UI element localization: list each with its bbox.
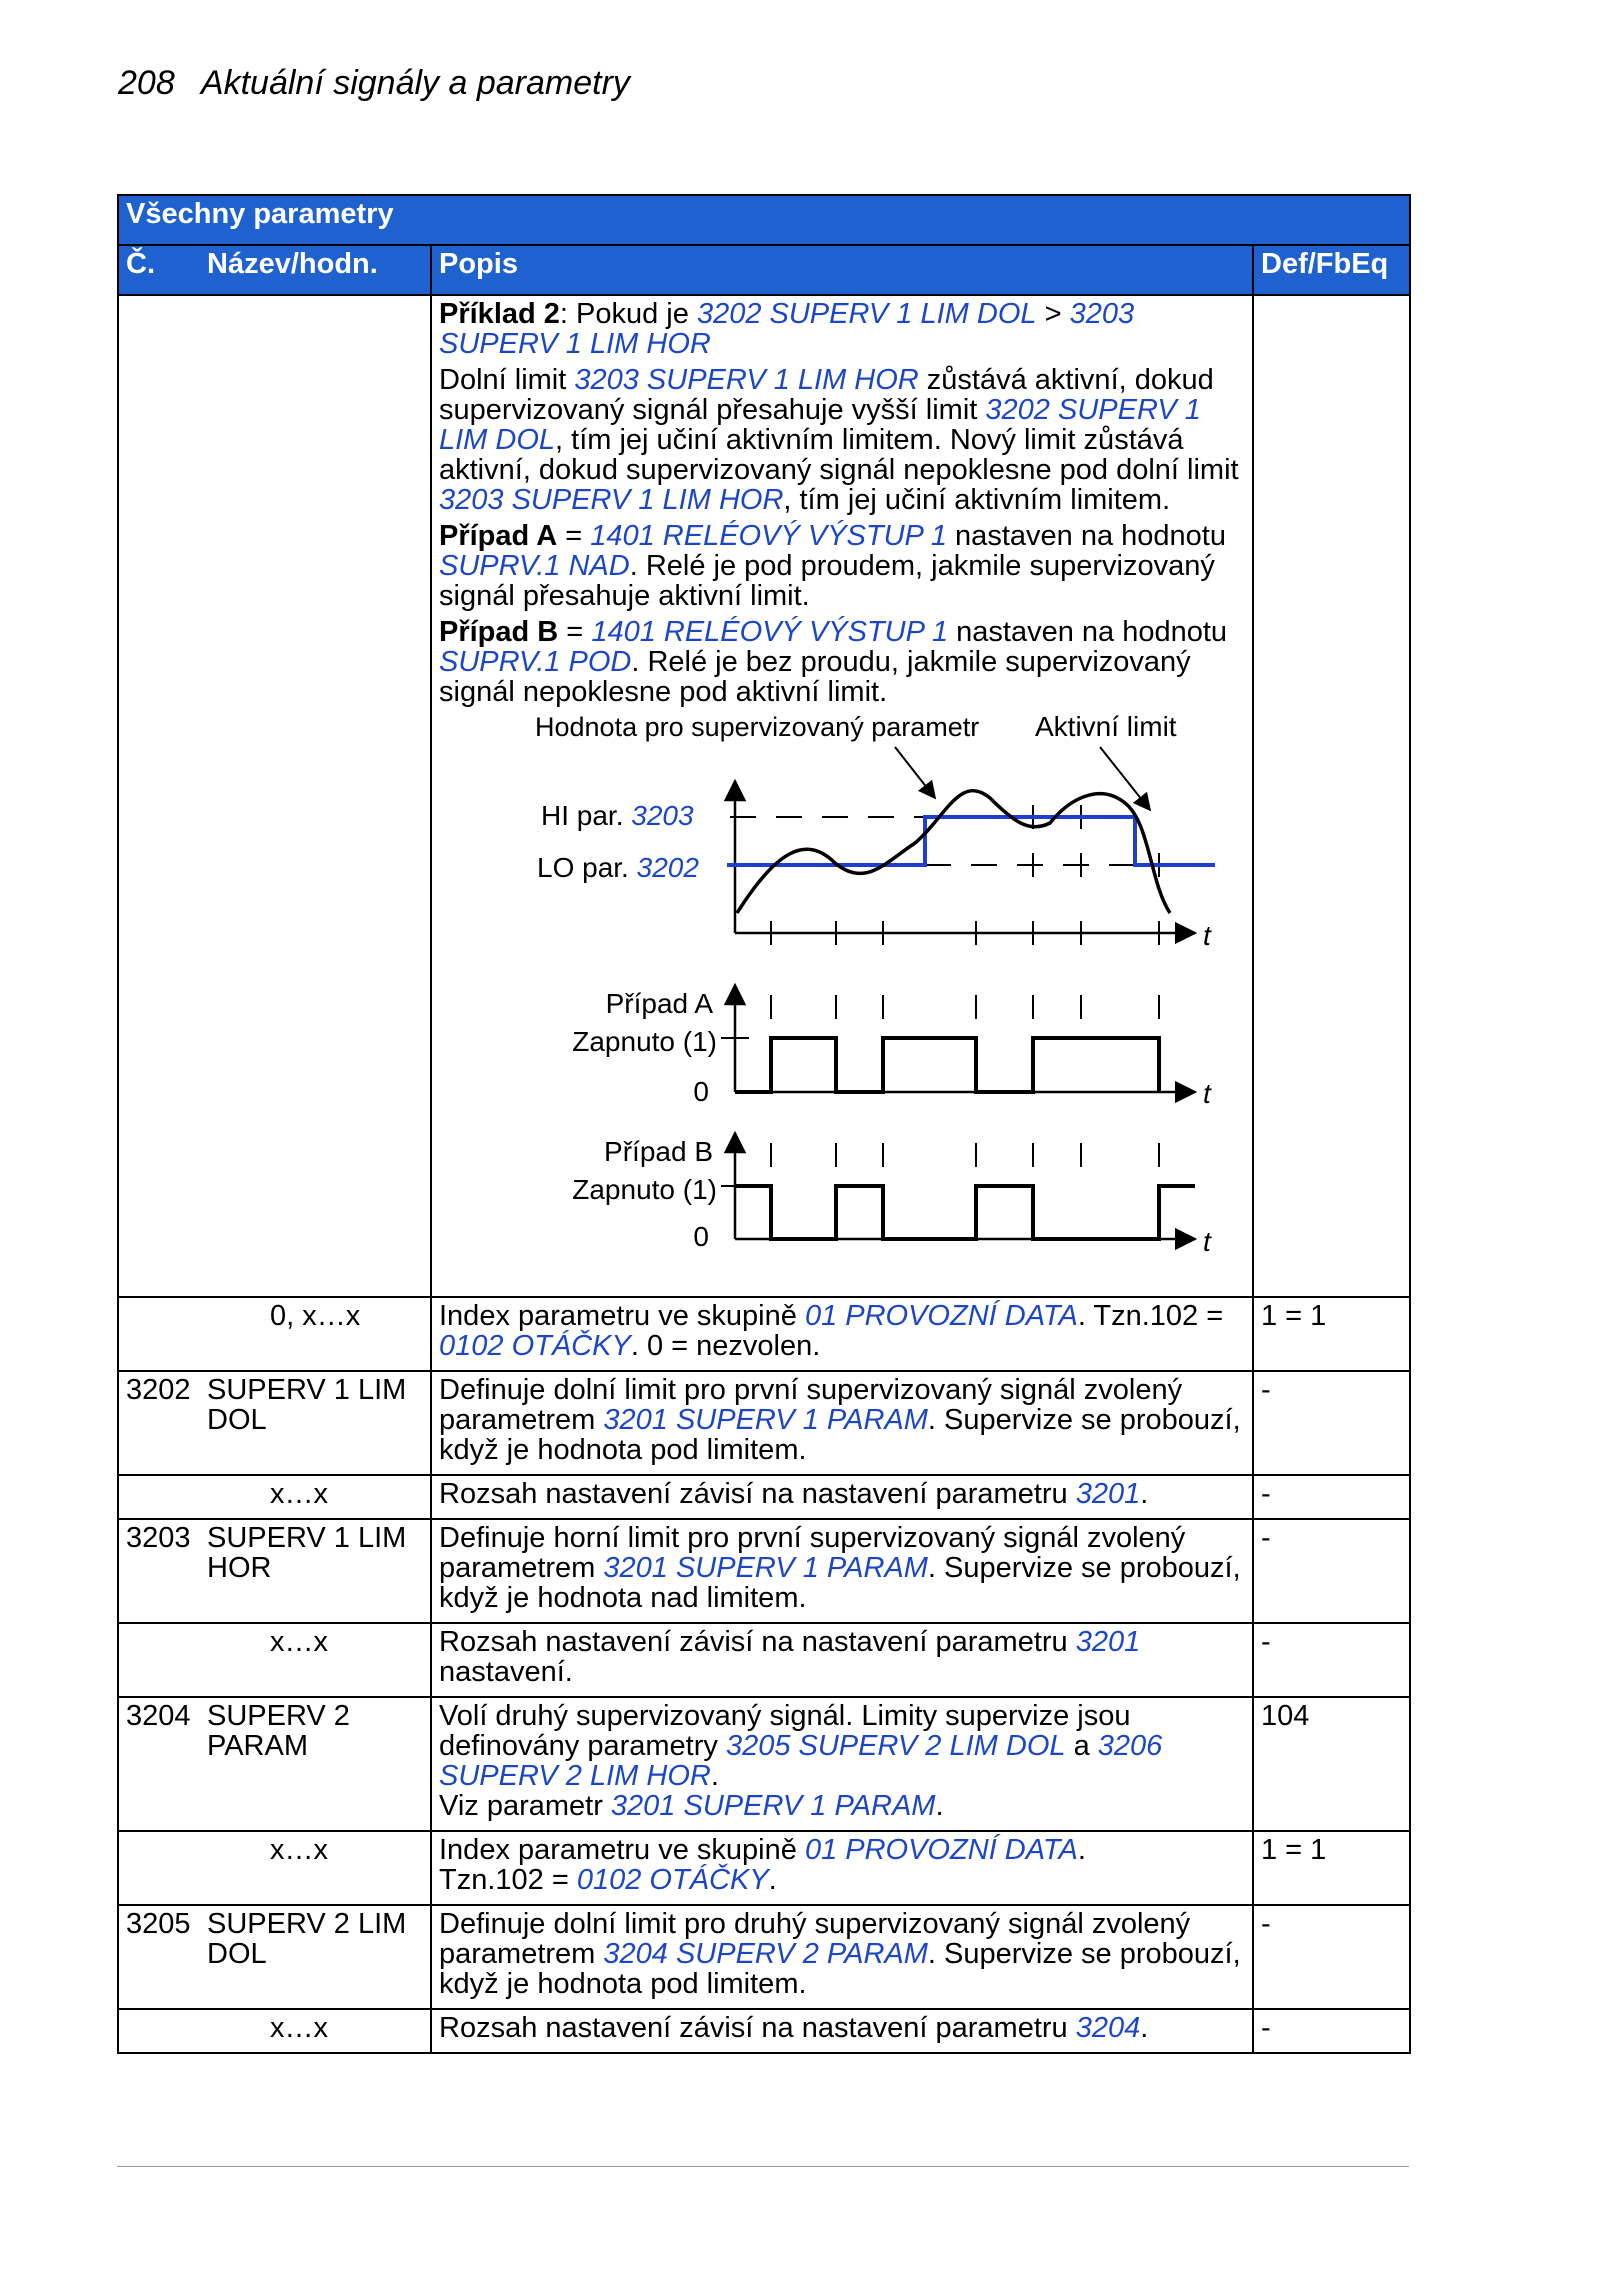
case-b-zero-label: 0 — [693, 1221, 709, 1252]
active-limit-line — [727, 817, 1215, 865]
param-link[interactable]: 1401 RELÉOVÝ VÝSTUP 1 — [591, 616, 949, 648]
parameter-name: SUPERV 1 LIM HOR — [200, 1519, 431, 1623]
parameter-description — [431, 1831, 1253, 1905]
parameter-name: SUPERV 1 LIM DOL — [200, 1371, 431, 1475]
description-text: Viz parametr — [439, 1790, 611, 1822]
description-text: . — [768, 1864, 777, 1896]
case-b-relay-signal — [735, 1186, 1195, 1239]
case-b-time-label: t — [1203, 1226, 1211, 1257]
description-text: nastavení. — [439, 1656, 573, 1688]
parameter-number — [118, 1297, 200, 1371]
case-b-on-label: Zapnuto (1) — [572, 1174, 717, 1205]
parameter-number — [118, 1623, 200, 1697]
value-range: x…x — [200, 1831, 431, 1905]
description-text: . — [1077, 1834, 1086, 1866]
footer-divider — [117, 2166, 1409, 2167]
param-link[interactable]: 3205 SUPERV 2 LIM DOL — [725, 1730, 1066, 1762]
param-link[interactable]: SUPRV.1 NAD — [439, 550, 630, 582]
default-value: - — [1253, 1519, 1410, 1623]
param-link[interactable]: SUPRV.1 POD — [439, 646, 632, 678]
default-value: - — [1253, 1475, 1410, 1519]
param-link[interactable]: 3203 SUPERV 1 LIM HOR — [574, 364, 919, 396]
value-row — [118, 1475, 1410, 1519]
param-link[interactable]: 3201 — [1075, 1626, 1141, 1658]
value-range: x…x — [200, 1475, 431, 1519]
param-link[interactable]: 3204 SUPERV 2 PARAM — [603, 1938, 928, 1970]
param-link[interactable]: 01 PROVOZNÍ DATA — [804, 1300, 1078, 1332]
value-row — [118, 1831, 1410, 1905]
col-header-default: Def/FbEq — [1253, 245, 1410, 295]
description-text: . Supervize se probouzí, když je hodnota nad limitem. — [439, 1552, 1241, 1614]
default-value: 1 = 1 — [1253, 1831, 1410, 1905]
parameter-description — [431, 1905, 1253, 2009]
example-paragraph-1: Příklad 2: Pokud je 3202 SUPERV 1 LIM DOL > 3203 SUPERV 1 LIM HOR — [439, 298, 1135, 360]
table-title: Všechny parametry — [118, 195, 1410, 245]
param-link[interactable]: 3202 SUPERV 1 LIM DOL — [696, 298, 1037, 330]
description-text: Rozsah nastavení závisí na nastavení parametru — [439, 1478, 1076, 1510]
page-number: 208 — [118, 64, 175, 102]
example-row — [118, 295, 1410, 1297]
param-link[interactable]: 3201 SUPERV 1 PARAM — [603, 1552, 928, 1584]
example-paragraph-case-a: Případ A = 1401 RELÉOVÝ VÝSTUP 1 nastaven na hodnotu SUPRV.1 NAD. Relé je pod proudem, jakmile supervizovaný signál přesahuje aktivní limit. — [439, 520, 1226, 612]
example-paragraph-2: Dolní limit 3203 SUPERV 1 LIM HOR zůstává aktivní, dokud supervizovaný signál přesahuje vyšší limit 3202 SUPERV 1 LIM DOL, tím jej učiní aktivním limitem. Nový limit zůstává aktivní, dokud supervizovaný signál nepoklesne pod dolní limit 3203 SUPERV 1 LIM HOR, tím jej učiní aktivním limitem. — [439, 364, 1239, 516]
default-value: 1 = 1 — [1253, 1297, 1410, 1371]
default-value: 104 — [1253, 1697, 1410, 1831]
supervision-timing-diagram — [445, 711, 1211, 1273]
page-title: Aktuální signály a parametry — [200, 64, 630, 102]
example-description — [431, 295, 1253, 1297]
description-text: Definuje horní limit pro první supervizovaný signál zvolený parametrem — [439, 1522, 1186, 1584]
parameter-number — [118, 1831, 200, 1905]
parameter-description — [431, 1697, 1253, 1831]
param-link[interactable]: 3203 SUPERV 1 LIM HOR — [439, 484, 784, 516]
description-text: . — [1140, 1478, 1149, 1510]
description-text: Rozsah nastavení závisí na nastavení parametru — [439, 1626, 1076, 1658]
parameter-row — [118, 1697, 1410, 1831]
param-link[interactable]: 3201 SUPERV 1 PARAM — [610, 1790, 936, 1822]
description-text: . Supervize se probouzí, když je hodnota pod limitem. — [439, 1938, 1241, 2000]
parameter-row — [118, 1519, 1410, 1623]
case-b-ticks — [771, 1143, 1159, 1167]
description-text: Volí druhý supervizovaný signál. Limity supervize jsou definovány parametry — [439, 1700, 1131, 1762]
default-value: - — [1253, 2009, 1410, 2053]
default-value: - — [1253, 1371, 1410, 1475]
value-range: x…x — [200, 1623, 431, 1697]
value-range: x…x — [200, 2009, 431, 2053]
description-text: . Supervize se probouzí, když je hodnota pod limitem. — [439, 1404, 1241, 1466]
description-text: . — [710, 1760, 719, 1792]
parameters-table — [117, 194, 1411, 2054]
description-text: Index parametru ve skupině — [439, 1834, 805, 1866]
parameter-description — [431, 1475, 1253, 1519]
case-a-zero-label: 0 — [693, 1076, 709, 1107]
value-row — [118, 1297, 1410, 1371]
time-ticks — [771, 805, 1159, 945]
default-value: - — [1253, 1905, 1410, 2009]
parameter-description — [431, 1297, 1253, 1371]
description-text: . — [935, 1790, 944, 1822]
page-header — [118, 64, 630, 103]
param-link[interactable]: 3202 SUPERV 1 LIM DOL — [439, 394, 1201, 456]
case-a-on-label: Zapnuto (1) — [572, 1026, 717, 1057]
description-text: Index parametru ve skupině — [439, 1300, 805, 1332]
parameter-description — [431, 1371, 1253, 1475]
description-text: Definuje dolní limit pro první supervizovaný signál zvolený parametrem — [439, 1374, 1183, 1436]
lo-label: LO par. 3202 — [537, 852, 699, 883]
description-text: . — [1140, 2012, 1149, 2044]
value-row — [118, 1623, 1410, 1697]
param-link[interactable]: 3201 SUPERV 1 PARAM — [603, 1404, 928, 1436]
description-text: Rozsah nastavení závisí na nastavení parametru — [439, 2012, 1076, 2044]
param-link[interactable]: 3206 SUPERV 2 LIM HOR — [439, 1730, 1163, 1792]
case-a-relay-signal — [735, 1038, 1159, 1092]
value-row — [118, 2009, 1410, 2053]
description-text: a — [1065, 1730, 1098, 1762]
case-a-time-label: t — [1203, 1078, 1211, 1109]
param-link[interactable]: 3203 SUPERV 1 LIM HOR — [439, 298, 1135, 360]
param-link[interactable]: 3201 — [1075, 1478, 1141, 1510]
param-link[interactable]: 3204 — [1075, 2012, 1141, 2044]
parameter-number: 3205 — [118, 1905, 200, 2009]
table-title-row — [118, 195, 1410, 245]
label-signal: Hodnota pro supervizovaný parametr — [535, 712, 980, 742]
parameter-number: 3202 — [118, 1371, 200, 1475]
pointer-arrow-signal — [895, 747, 935, 798]
description-text: Definuje dolní limit pro druhý supervizovaný signál zvolený parametrem — [439, 1908, 1191, 1970]
parameter-row — [118, 1905, 1410, 2009]
label-active-limit: Aktivní limit — [1035, 711, 1177, 742]
parameter-number — [118, 2009, 200, 2053]
param-link[interactable]: 1401 RELÉOVÝ VÝSTUP 1 — [590, 520, 947, 552]
parameter-name: SUPERV 2 PARAM — [200, 1697, 431, 1831]
description-text: . Tzn.102 = — [1077, 1300, 1224, 1332]
parameter-name: SUPERV 2 LIM DOL — [200, 1905, 431, 2009]
default-value: - — [1253, 1623, 1410, 1697]
parameter-description — [431, 2009, 1253, 2053]
case-a-ticks — [771, 995, 1159, 1019]
parameter-description — [431, 1623, 1253, 1697]
parameter-number: 3203 — [118, 1519, 200, 1623]
parameter-row — [118, 1371, 1410, 1475]
parameter-number — [118, 1475, 200, 1519]
col-header-name: Název/hodn. — [200, 245, 431, 295]
col-header-number: Č. — [118, 245, 200, 295]
hi-label: HI par. 3203 — [541, 800, 694, 831]
description-text: Tzn.102 = — [439, 1864, 577, 1896]
pointer-arrow-limit — [1100, 747, 1150, 810]
case-a-label: Případ A — [605, 988, 713, 1019]
table-header-row — [118, 245, 1410, 295]
case-b-label: Případ B — [604, 1136, 713, 1167]
param-link[interactable]: 01 PROVOZNÍ DATA — [804, 1834, 1078, 1866]
example-paragraph-case-b: Případ B = 1401 RELÉOVÝ VÝSTUP 1 nastaven na hodnotu SUPRV.1 POD. Relé je bez proudu, jakmile supervizovaný signál nepoklesne pod aktivní limit. — [439, 616, 1228, 708]
time-label: t — [1203, 920, 1211, 951]
param-link[interactable]: 0102 OTÁČKY — [576, 1864, 769, 1896]
col-header-description: Popis — [431, 245, 1253, 295]
parameter-description — [431, 1519, 1253, 1623]
parameter-number: 3204 — [118, 1697, 200, 1831]
value-range: 0, x…x — [200, 1297, 431, 1371]
description-text: . 0 = nezvolen. — [630, 1330, 821, 1362]
param-link[interactable]: 0102 OTÁČKY — [439, 1330, 631, 1362]
supervised-signal-curve — [737, 791, 1170, 913]
